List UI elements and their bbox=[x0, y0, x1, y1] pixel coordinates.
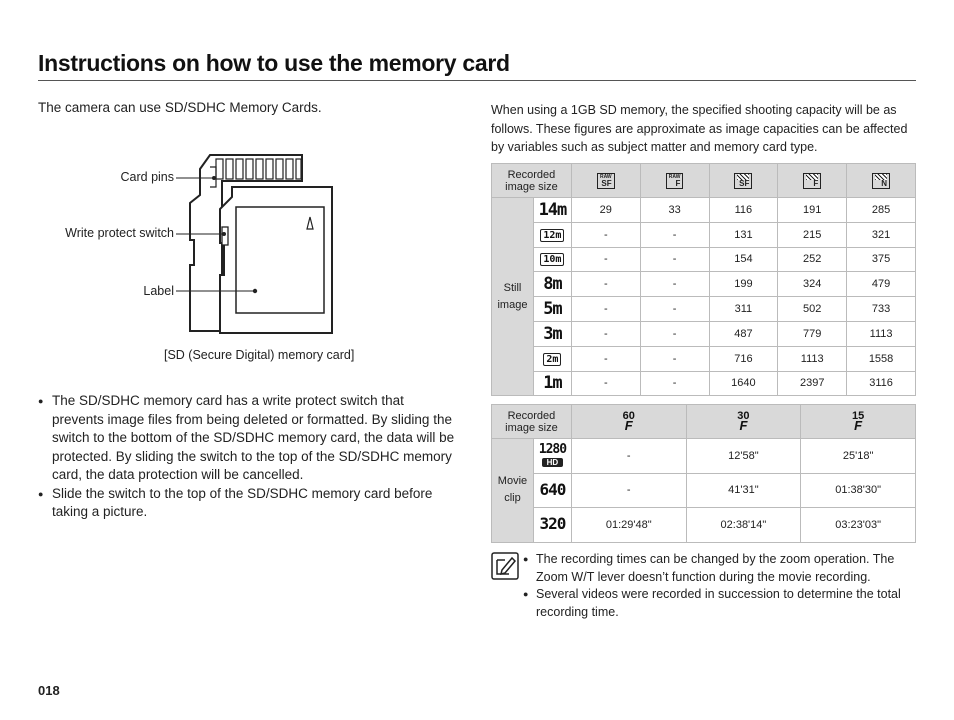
quality-header bbox=[847, 164, 916, 198]
size-icon-cell bbox=[533, 371, 571, 396]
movie-size-value: 640 bbox=[539, 479, 566, 499]
fine-icon bbox=[803, 173, 821, 189]
capacity-cell: 1113 bbox=[778, 346, 847, 371]
raw-fine-icon bbox=[666, 173, 684, 189]
capacity-cell: 1113 bbox=[847, 321, 916, 346]
capacity-cell: 779 bbox=[778, 321, 847, 346]
image-size-icon: 5m bbox=[543, 299, 562, 320]
capacity-cell: - bbox=[640, 346, 709, 371]
list-item: ● The recording times can be changed by the zoom operation. The Zoom W/T lever doesn’t function during the movie recording. bbox=[523, 551, 918, 586]
movie-capacity-table bbox=[491, 404, 916, 543]
capacity-cell: - bbox=[640, 247, 709, 272]
capacity-cell: - bbox=[571, 371, 640, 396]
capacity-intro: When using a 1GB SD memory, the specified shooting capacity will be as follows. These figures are approximate as image capacities can be affected by variables such as subject matter and memory card type. bbox=[491, 103, 908, 154]
movie-size-value: 1280 bbox=[538, 441, 567, 457]
quality-header bbox=[709, 164, 778, 198]
fps-value: 60 bbox=[622, 409, 635, 422]
raw-tag: RAW bbox=[599, 173, 612, 180]
image-size-icon: 2m bbox=[543, 353, 561, 366]
capacity-cell: - bbox=[571, 321, 640, 346]
capacity-cell: 716 bbox=[709, 346, 778, 371]
capacity-cell: 487 bbox=[709, 321, 778, 346]
fps-icon bbox=[852, 411, 864, 431]
fps-value: 30 bbox=[737, 409, 750, 422]
capacity-cell: 191 bbox=[778, 198, 847, 223]
still-header-label: Recorded image size bbox=[492, 164, 572, 198]
intro-text: The camera can use SD/SDHC Memory Cards. bbox=[38, 100, 322, 115]
film-glyph: F bbox=[739, 417, 748, 433]
size-icon-cell bbox=[533, 222, 571, 247]
page-title: Instructions on how to use the memory card bbox=[38, 50, 510, 76]
raw-superfine-icon bbox=[597, 173, 615, 189]
card-pins-label: Card pins bbox=[120, 170, 174, 184]
note-icon bbox=[491, 552, 519, 580]
still-group-label: Still image bbox=[492, 198, 534, 396]
quality-header bbox=[778, 164, 847, 198]
recording-time-cell: - bbox=[571, 439, 686, 474]
capacity-cell: 1558 bbox=[847, 346, 916, 371]
recording-time-cell: 01:38'30" bbox=[801, 473, 916, 508]
fps-icon bbox=[623, 411, 635, 431]
recording-time-cell: 03:23'03" bbox=[801, 508, 916, 543]
movie-size-icon bbox=[539, 514, 566, 534]
capacity-cell: 502 bbox=[778, 297, 847, 322]
capacity-cell: - bbox=[640, 297, 709, 322]
capacity-cell: 1640 bbox=[709, 371, 778, 396]
capacity-cell: 479 bbox=[847, 272, 916, 297]
hd-badge: HD bbox=[542, 458, 564, 467]
image-size-icon: 3m bbox=[543, 323, 562, 344]
table-row bbox=[492, 473, 916, 508]
table-row bbox=[492, 346, 916, 371]
image-size-icon: 8m bbox=[543, 274, 562, 295]
capacity-cell: - bbox=[571, 222, 640, 247]
title-divider bbox=[38, 80, 916, 81]
capacity-cell: 311 bbox=[709, 297, 778, 322]
list-item: ● Several videos were recorded in succession to determine the total recording time. bbox=[523, 586, 918, 621]
capacity-cell: 375 bbox=[847, 247, 916, 272]
quality-code: F bbox=[675, 178, 681, 188]
image-size-icon: 14m bbox=[538, 199, 567, 220]
label-label: Label bbox=[143, 284, 174, 298]
capacity-cell: 199 bbox=[709, 272, 778, 297]
table-row bbox=[492, 222, 916, 247]
capacity-cell: - bbox=[640, 321, 709, 346]
table-row bbox=[492, 272, 916, 297]
table-row bbox=[492, 247, 916, 272]
normal-icon bbox=[872, 173, 890, 189]
table-row bbox=[492, 439, 916, 474]
diagram-caption: [SD (Secure Digital) memory card] bbox=[164, 348, 355, 362]
still-capacity-table bbox=[491, 163, 916, 396]
capacity-cell: 131 bbox=[709, 222, 778, 247]
fps-icon bbox=[737, 411, 749, 431]
recording-time-cell: 25'18" bbox=[801, 439, 916, 474]
capacity-cell: 324 bbox=[778, 272, 847, 297]
capacity-cell: 285 bbox=[847, 198, 916, 223]
table-row bbox=[492, 321, 916, 346]
movie-size-icon-cell bbox=[533, 473, 571, 508]
fps-value: 15 bbox=[852, 409, 865, 422]
image-size-icon: 1m bbox=[543, 373, 562, 394]
image-size-icon: 12m bbox=[540, 229, 564, 242]
table-row bbox=[492, 297, 916, 322]
capacity-cell: - bbox=[571, 297, 640, 322]
capacity-cell: 3116 bbox=[847, 371, 916, 396]
superfine-icon bbox=[734, 173, 752, 189]
table-row bbox=[492, 508, 916, 543]
movie-group-label: Movie clip bbox=[492, 439, 534, 543]
list-item: ● The SD/SDHC memory card has a write protect switch that prevents image files from being deleted or formatted. By sliding the switch to the bottom of the SD/SDHC memory card, the data will be protected. By sliding the switch to the top of the SD/SDHC memory card, the data protection will be cancelled. bbox=[38, 392, 458, 485]
quality-code: SF bbox=[601, 178, 612, 188]
capacity-cell: - bbox=[571, 346, 640, 371]
recording-time-cell: - bbox=[571, 473, 686, 508]
quality-header bbox=[571, 164, 640, 198]
recording-time-cell: 01:29'48" bbox=[571, 508, 686, 543]
capacity-cell: 252 bbox=[778, 247, 847, 272]
table-row bbox=[492, 198, 916, 223]
capacity-cell: 215 bbox=[778, 222, 847, 247]
capacity-cell: 116 bbox=[709, 198, 778, 223]
movie-size-icon-cell bbox=[533, 508, 571, 543]
movie-size-icon bbox=[539, 443, 566, 469]
film-glyph: F bbox=[854, 417, 863, 433]
capacity-cell: - bbox=[640, 371, 709, 396]
capacity-cell: 33 bbox=[640, 198, 709, 223]
fps-header bbox=[686, 405, 801, 439]
capacity-cell: - bbox=[640, 272, 709, 297]
size-icon-cell bbox=[533, 346, 571, 371]
size-icon-cell bbox=[533, 247, 571, 272]
table-row bbox=[492, 371, 916, 396]
capacity-cell: 321 bbox=[847, 222, 916, 247]
size-icon-cell bbox=[533, 198, 571, 223]
movie-size-icon-cell bbox=[533, 439, 571, 474]
capacity-cell: - bbox=[571, 272, 640, 297]
capacity-cell: - bbox=[571, 247, 640, 272]
size-icon-cell bbox=[533, 297, 571, 322]
write-protect-label: Write protect switch bbox=[65, 226, 174, 240]
quality-code: N bbox=[881, 178, 888, 188]
fps-header bbox=[801, 405, 916, 439]
image-size-icon: 10m bbox=[540, 253, 564, 266]
capacity-cell: 154 bbox=[709, 247, 778, 272]
fps-header bbox=[571, 405, 686, 439]
list-item: ● Slide the switch to the top of the SD/SDHC memory card before taking a picture. bbox=[38, 485, 458, 522]
quality-header bbox=[640, 164, 709, 198]
capacity-cell: 733 bbox=[847, 297, 916, 322]
recording-time-cell: 41'31" bbox=[686, 473, 801, 508]
instruction-list bbox=[38, 392, 458, 522]
note-list bbox=[523, 551, 918, 621]
recording-time-cell: 12'58" bbox=[686, 439, 801, 474]
movie-header-label: Recorded image size bbox=[492, 405, 572, 439]
capacity-cell: - bbox=[640, 222, 709, 247]
raw-tag: RAW bbox=[668, 173, 681, 180]
capacity-cell: 29 bbox=[571, 198, 640, 223]
film-glyph: F bbox=[624, 417, 633, 433]
quality-code: SF bbox=[739, 178, 750, 188]
recording-time-cell: 02:38'14" bbox=[686, 508, 801, 543]
movie-size-icon bbox=[539, 479, 566, 499]
capacity-cell: 2397 bbox=[778, 371, 847, 396]
size-icon-cell bbox=[533, 321, 571, 346]
size-icon-cell bbox=[533, 272, 571, 297]
page-number: 018 bbox=[38, 683, 60, 698]
quality-code: F bbox=[813, 178, 819, 188]
movie-size-value: 320 bbox=[539, 514, 566, 534]
